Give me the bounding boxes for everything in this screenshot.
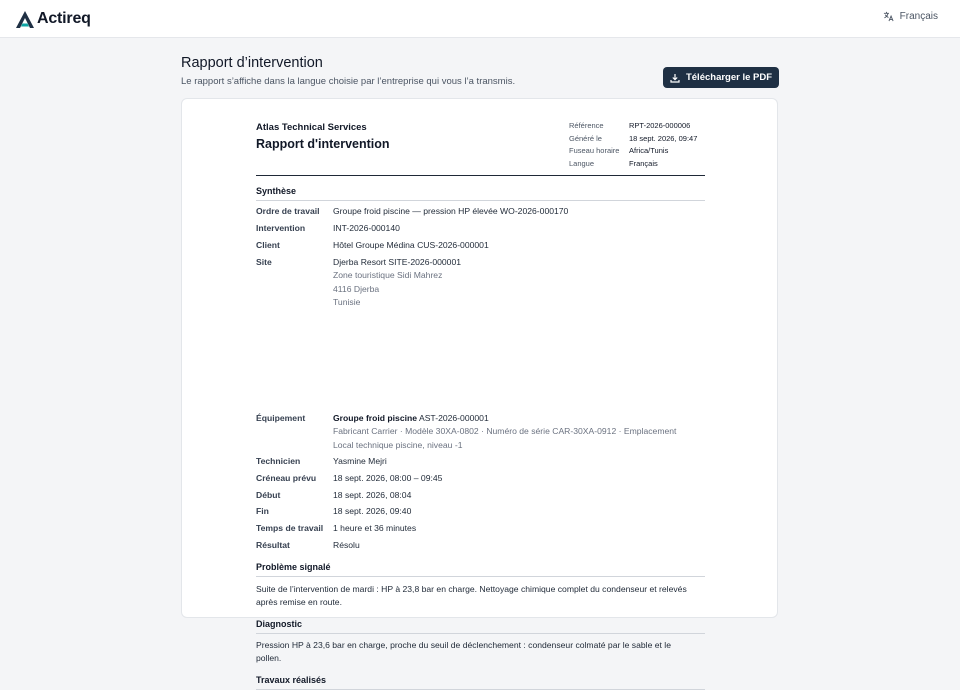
section-problem-title: Problème signalé [256,562,705,577]
row-work-time: Temps de travail 1 heure et 36 minutes [256,523,417,533]
brand-name: Actireq [37,10,91,27]
report-title: Rapport d'intervention [256,137,390,151]
equipment-details: Fabricant Carrier · Modèle 30XA-0802 · Numéro de série CAR-30XA-0912 · Emplacement [333,426,677,437]
report-meta [569,120,709,171]
page-title: Rapport d’intervention [181,55,323,71]
meta-row-timezone: Fuseau horaire Africa/Tunis [569,146,669,156]
site-address-line: Zone touristique Sidi Mahrez [333,270,443,281]
translate-icon [883,11,894,22]
section-diagnostic-title: Diagnostic [256,619,705,634]
report-card [181,98,778,685]
language-label: Français [899,11,938,22]
problem-text: Suite de l’intervention de mardi : HP à 23,8 bar en charge. Nettoyage chimique complet du condenseur et relevés après remise en route. [256,584,687,608]
equipment-location: Local technique piscine, niveau -1 [333,439,463,450]
row-intervention: Intervention INT-2026-000140 [256,223,400,233]
meta-row-generated: Généré le 18 sept. 2026, 09:47 [569,133,698,143]
row-equipment-content: Équipement Groupe froid piscine AST-2026-000001 Fabricant Carrier · Modèle 30XA-0802 · Numéro de série CAR-30XA-0912 · Emplacement Local technique piscine, niveau -1 [256,412,705,452]
site-name: Djerba Resort SITE-2026-000001 [333,257,462,267]
row-site: Site Djerba Resort SITE-2026-000001 Zone touristique Sidi Mahrez 4116 Djerba Tunisie [256,256,705,310]
top-bar [0,0,960,38]
section-works-title: Travaux réalisés [256,675,705,690]
brand-logo[interactable] [16,9,91,29]
page-subtitle: Le rapport s’affiche dans la langue choisie par l’entreprise qui vous l’a transmis. [181,76,516,87]
row-technician: Technicien Yasmine Mejri [256,456,387,466]
site-address-line: Tunisie [333,297,361,308]
section-summary-title: Synthèse [256,186,705,201]
actireq-logo-icon [16,11,34,28]
meta-row-reference: Référence RPT-2026-000006 [569,121,691,130]
equipment-name: Groupe froid piscine [333,413,418,423]
language-switcher[interactable] [883,11,938,22]
equipment-code: AST-2026-000001 [418,413,489,423]
meta-row-language: Langue Français [569,159,658,169]
header-divider [256,175,705,176]
download-icon [670,73,680,83]
download-pdf-label: Télécharger le PDF [685,72,773,83]
download-pdf-button[interactable] [663,67,779,88]
row-end: Fin 18 sept. 2026, 09:40 [256,506,412,516]
row-work-order: Ordre de travail Groupe froid piscine — pression HP élevée WO-2026-000170 [256,206,569,216]
row-start: Début 18 sept. 2026, 08:04 [256,490,412,500]
row-result: Résultat Résolu [256,540,360,550]
row-client: Client Hôtel Groupe Médina CUS-2026-000001 [256,240,489,250]
row-slot: Créneau prévu 18 sept. 2026, 08:00 – 09:45 [256,473,443,483]
site-address-line: 4116 Djerba [333,283,380,294]
company-name: Atlas Technical Services [256,122,367,133]
diagnostic-text: Pression HP à 23,6 bar en charge, proche du seuil de déclenchement : condenseur colmaté par le sable et le pollen. [256,640,671,664]
